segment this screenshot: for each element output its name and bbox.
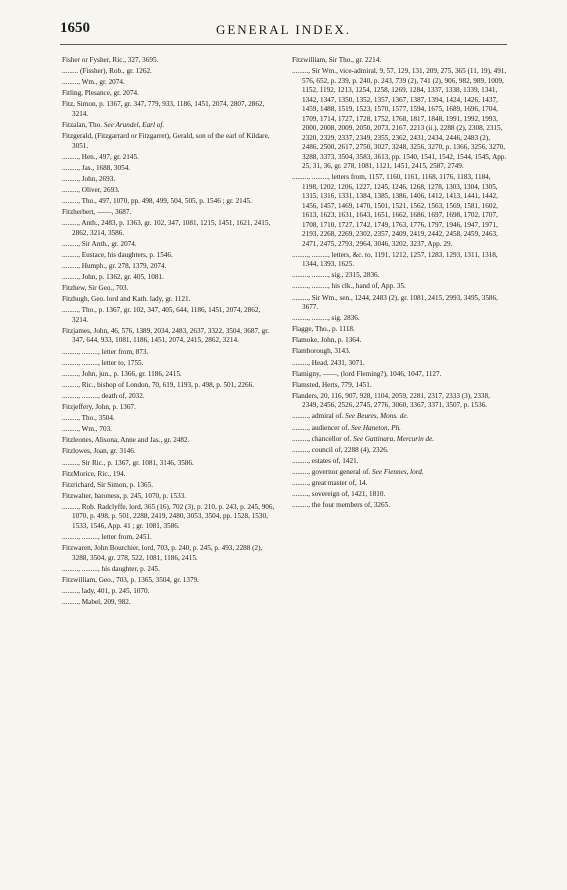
- entry-text: Flamoke, John, p. 1364.: [292, 336, 362, 345]
- index-entry: [62, 598, 277, 608]
- index-entry: [292, 173, 507, 249]
- index-entry: [62, 132, 277, 151]
- entry-text: ........., Sir Ric., p. 1367, gr. 1081, 3146, 3586.: [62, 458, 194, 467]
- entry-text: ........., John, p. 1362, gr. 405, 1081.: [62, 273, 164, 282]
- entry-text: ........., ........., sig. 2836.: [292, 314, 360, 323]
- entry-text: ........., ........., letter from, 873.: [62, 347, 149, 356]
- entry-text: ........., Jas., 1688, 3054.: [62, 163, 131, 172]
- entry-text: ........., John, 2693.: [62, 174, 116, 183]
- index-entry: [62, 492, 277, 502]
- entry-text: ........., ........., letter to, 1755.: [62, 358, 144, 367]
- entry-text: Fitzleones, Alisona, Anne and Jas., gr. 2482.: [62, 436, 190, 445]
- index-entry: [62, 544, 277, 563]
- entry-text: ........., sovereign of, 1421, 1810.: [292, 490, 386, 499]
- entry-text: ........., estates of, 1421.: [292, 456, 359, 465]
- entry-text: Fitzlowes, Joan, gr. 3146.: [62, 447, 136, 456]
- index-entry: [292, 501, 507, 511]
- index-entry: [292, 251, 507, 270]
- index-entry: [62, 306, 277, 325]
- entry-text: Fitzhugh, Geo. lord and Kath. lady, gr. 1121.: [62, 295, 191, 304]
- index-entry: [62, 414, 277, 424]
- index-entry: [292, 325, 507, 335]
- index-entry: [62, 219, 277, 238]
- index-entry: [292, 271, 507, 281]
- index-entry: [292, 412, 507, 422]
- index-entry: [62, 576, 277, 586]
- entry-text: Fitzgerald, (Fitzgarrard or Fitzgarret), Gerald, son of the earl of Kildare, 3051.: [62, 132, 270, 150]
- page-number: 1650: [60, 20, 90, 36]
- entry-text: ........., Anth., 2483, p. 1363, gr. 102, 347, 1081, 1215, 1451, 1621, 2415, 2862, 3214, 3586.: [62, 219, 271, 237]
- left-index-column: [62, 56, 277, 609]
- index-entry: [62, 447, 277, 457]
- header-rule: [60, 44, 507, 45]
- index-entry: [62, 436, 277, 446]
- index-entry: [292, 56, 507, 66]
- index-entry: [292, 490, 507, 500]
- entry-cross-reference: See Haneton, Ph.: [349, 423, 401, 432]
- index-entry: [292, 359, 507, 369]
- index-entry: [292, 282, 507, 292]
- index-entry: [292, 347, 507, 357]
- entry-text: ........., Oliver, 2693.: [62, 185, 120, 194]
- entry-text: ........., Eustace, his daughters, p. 1546.: [62, 250, 173, 259]
- entry-text: ........., ........., his clk., hand of, App. 35.: [292, 282, 406, 291]
- entry-text: Fitzherbert, ——, 3687.: [62, 208, 132, 217]
- entry-text: ........., Tho., 497, 1070, pp. 498, 499, 504, 505, p. 1546 ; gr. 2145.: [62, 197, 252, 206]
- entry-text: ........., governor general of.: [292, 467, 371, 476]
- index-entry: [62, 503, 277, 532]
- entry-text: Fitzalan, Tho.: [62, 120, 102, 129]
- entry-text: ........., Hen., 497, gr. 2145.: [62, 152, 139, 161]
- index-entry: [62, 164, 277, 174]
- entry-text: ........., the four members of, 3265.: [292, 501, 391, 510]
- index-entry: [62, 348, 277, 358]
- index-entry: [62, 240, 277, 250]
- index-entry: [292, 314, 507, 324]
- entry-text: ........., ........., sig., 2315, 2836.: [292, 271, 380, 280]
- index-entry: [62, 89, 277, 99]
- entry-text: FitzMorice, Ric., 194.: [62, 469, 126, 478]
- entry-text: ........., Humph., gr. 278, 1379, 2074.: [62, 262, 167, 270]
- right-index-column: [292, 56, 507, 512]
- entry-text: ........., Sir Anth., gr. 2074.: [62, 239, 137, 248]
- index-entry: [62, 100, 277, 119]
- index-entry: [62, 284, 277, 294]
- entry-text: Fitzwalter, baroness, p. 245, 1070, p. 1533.: [62, 491, 187, 500]
- entry-text: ........., Sir Wm., sen., 1244, 2483 (2), gr. 1081, 2415, 2993, 3495, 3586, 3677.: [292, 293, 498, 312]
- entry-text: Flamborough, 3143.: [292, 347, 351, 356]
- index-entry: [62, 370, 277, 380]
- entry-text: ........., Tho., p. 1367, gr. 102, 347, 405, 644, 1186, 1451, 2074, 2862, 3214.: [62, 306, 261, 324]
- index-entry: [62, 425, 277, 435]
- entry-text: ........., ........., his daughter, p. 245.: [62, 564, 160, 573]
- index-entry: [292, 294, 507, 313]
- entry-text: ........., John, jun., p. 1366, gr. 1186, 2415.: [62, 369, 182, 378]
- index-entry: [62, 153, 277, 163]
- index-entry: [62, 262, 277, 272]
- entry-text: Fitz, Simon, p. 1367, gr. 347, 779, 933, 1186, 1451, 2074, 2807, 2862, 3214.: [62, 100, 265, 118]
- index-entry: [292, 392, 507, 411]
- running-head: GENERAL INDEX.: [215, 22, 352, 37]
- index-entry: [62, 587, 277, 597]
- index-entry: [62, 381, 277, 391]
- index-entry: [292, 336, 507, 346]
- entry-text: Flamsted, Herts, 779, 1451.: [292, 380, 372, 389]
- entry-cross-reference: See Gattinara, Mercurin de.: [351, 434, 435, 443]
- index-entry: [62, 67, 277, 77]
- index-entry: [62, 533, 277, 543]
- entry-cross-reference: See Fiennes, lord.: [370, 467, 424, 476]
- entry-text: ........., Mabel, 209, 982.: [62, 597, 131, 606]
- index-entry: [62, 208, 277, 218]
- entry-text: ........., chancellor of.: [292, 434, 352, 443]
- entry-text: Fitzjames, John, 46, 576, 1389, 2034, 2483, 2637, 3322, 3504, 3687, gr. 347, 644, 933, 1081, 1186, 1451, 2074, 2415, 2862, 3214.: [62, 326, 270, 345]
- entry-cross-reference: See Beures, Mons. de.: [343, 412, 409, 421]
- index-entry: [292, 424, 507, 434]
- entry-text: Fitzjeffery, John, p. 1367.: [62, 403, 136, 412]
- index-entry: [292, 479, 507, 489]
- entry-text: Fitling, Plesance, gr. 2074.: [62, 89, 139, 98]
- entry-text: ........., ........., letters, &c. to, 1191, 1212, 1257, 1283, 1293, 1311, 1318, 1344, 1393, 1625.: [292, 250, 498, 269]
- index-entry: [62, 565, 277, 575]
- index-entry: [292, 468, 507, 478]
- entry-cross-reference: See Arundel, Earl of.: [102, 120, 165, 129]
- index-entry: [62, 121, 277, 131]
- entry-text: Fitzwilliam, Geo., 703, p. 1365, 3504, gr. 1379.: [62, 575, 199, 584]
- entry-text: Fitzhew, Sir Geo., 703.: [62, 284, 129, 293]
- entry-text: ........., audiencer of.: [292, 423, 350, 432]
- index-entry: [62, 392, 277, 402]
- entry-text: Fitzwilliam, Sir Tho., gr. 2214.: [292, 56, 382, 64]
- index-entry: [292, 457, 507, 467]
- entry-text: Flagge, Tho., p. 1118.: [292, 325, 355, 334]
- index-entry: [292, 370, 507, 380]
- entry-text: ........., council of, 2288 (4), 2326.: [292, 445, 389, 454]
- entry-text: ........., ........., letters from, 1157, 1160, 1161, 1168, 1176, 1183, 1184, 1198, 1202, 1206, 1227, 1245, 1246, 1268, 1278, 1303, 1304, 1305, 1315, 1316, 1331, 1384, 1385, 1386, 1406, 1412, 1413, 1441, 1442, 1456, 1457, 1469, 1470, 1501, 1521, 1562, 1563, 1569, 1581, 1602, 1613, 1623, 1631, 1643, 1651, 1662, 1686, 1697, 1698, 1702, 1707, 1708, 1710, 1727, 1742, 1749, 1763, 1776, 1797, 1946, 1947, 1971, 2193, 2268, 2269, 2302, 2357, 2409, 2419, 2442, 2458, 2459, 2463, 2471, 2475, 2793, 2964, 3046, 3202, 3237, App. 29.: [292, 173, 498, 248]
- entry-text: ........., Wm., gr. 2074.: [62, 78, 125, 87]
- index-entry: [62, 327, 277, 346]
- index-entry: [62, 197, 277, 207]
- index-entry: [62, 295, 277, 305]
- entry-text: ........., Head, 2431, 3071.: [292, 358, 365, 367]
- entry-text: Fitzrichard, Sir Simon, p. 1365.: [62, 480, 154, 489]
- entry-text: ........., ........., death of, 2032.: [62, 391, 145, 400]
- entry-text: ........., lady, 401, p. 245, 1070.: [62, 586, 150, 595]
- entry-text: Flamigny, ——, (lord Fleming?), 1046, 1047, 1127.: [292, 369, 442, 378]
- entry-text: ........., Rob. Radclyffe, lord, 365 (16), 702 (3), p. 210, p. 243, p. 245, 906, 1070, p. 498, p. 501, 2288, 2419, 2480, 3053, 3504, pp. 1528, 1530, 1533, 1546, App. 41 ; gr. 1081, 3586.: [62, 502, 275, 530]
- index-entry: [62, 56, 277, 66]
- entry-text: Flanders, 20, 116, 907, 928, 1104, 2059, 2281, 2317, 2333 (3), 2338, 2349, 2456, 2526, 2745, 2776, 3060, 3367, 3371, 3507, p. 1536.: [292, 391, 490, 410]
- entry-text: ........., ........., letter from, 2451.: [62, 532, 152, 541]
- entry-text: Fisher or Fysher, Ric., 327, 3695.: [62, 56, 159, 64]
- index-entry: [62, 186, 277, 196]
- index-entry: [62, 470, 277, 480]
- index-entry: [62, 273, 277, 283]
- index-entry: [62, 481, 277, 491]
- entry-text: ......... (Fissher), Rob., gr. 1262.: [62, 67, 152, 76]
- index-entry: [62, 175, 277, 185]
- index-entry: [292, 435, 507, 445]
- index-entry: [62, 78, 277, 88]
- index-entry: [62, 403, 277, 413]
- entry-text: ........., Tho., 3504.: [62, 414, 115, 423]
- index-entry: [292, 67, 507, 172]
- entry-text: ........., Ric., bishop of London, 70, 619, 1193, p. 498, p. 501, 2266.: [62, 380, 254, 389]
- entry-text: ........., Sir Wm., vice-admiral, 9, 57, 129, 131, 209, 275, 365 (11, 19), 491, 576, 652, p. 239, p. 240, p. 243, 739 (2), 741 (2), 906, 982, 989, 1009, 1152, 1192, 1213, 1254, 1258, 1269, 1284, 1337, 1338, 1339, 1341, 1342, 1347, 1350, 1352, 1357, 1367, 1387, 1394, 1424, 1426, 1437, 1459, 1488, 1519, 1523, 1570, 1577, 1594, 1675, 1689, 1696, 1704, 1709, 1714, 1727, 1728, 1752, 1768, 1817, 1848, 1991, 1992, 1993, 2000, 2008, 2009, 2050, 2073, 2167, 2213 (ii.), 2288 (2), 2308, 2315, 2320, 2329, 2337, 2349, 2355, 2362, 2431, 2434, 2446, 2483 (2), 2486, 2500, 2617, 2750, 3027, 3248, 3256, 3270, p. 1366, 3256, 3270, 3288, 3373, 3504, 3583, 3613, pp. 1540, 1541, 1542, 1544, 1545, App. 25, 31, 36, gr. 278, 1081, 1121, 1451, 2415, 2587, 2749.: [292, 67, 507, 171]
- index-entry: [62, 359, 277, 369]
- entry-text: ........., admiral of.: [292, 412, 344, 421]
- index-entry: [62, 251, 277, 261]
- entry-text: ........., great master of, 14.: [292, 478, 368, 487]
- index-entry: [292, 381, 507, 391]
- index-entry: [62, 459, 277, 469]
- index-entry: [292, 446, 507, 456]
- entry-text: ........., Wm., 703.: [62, 425, 112, 434]
- entry-text: Fitzwaren, John Bourchier, lord, 703, p. 240, p. 245, p. 493, 2288 (2), 3288, 3504, gr. 278, 522, 1081, 1186, 2415.: [62, 544, 263, 562]
